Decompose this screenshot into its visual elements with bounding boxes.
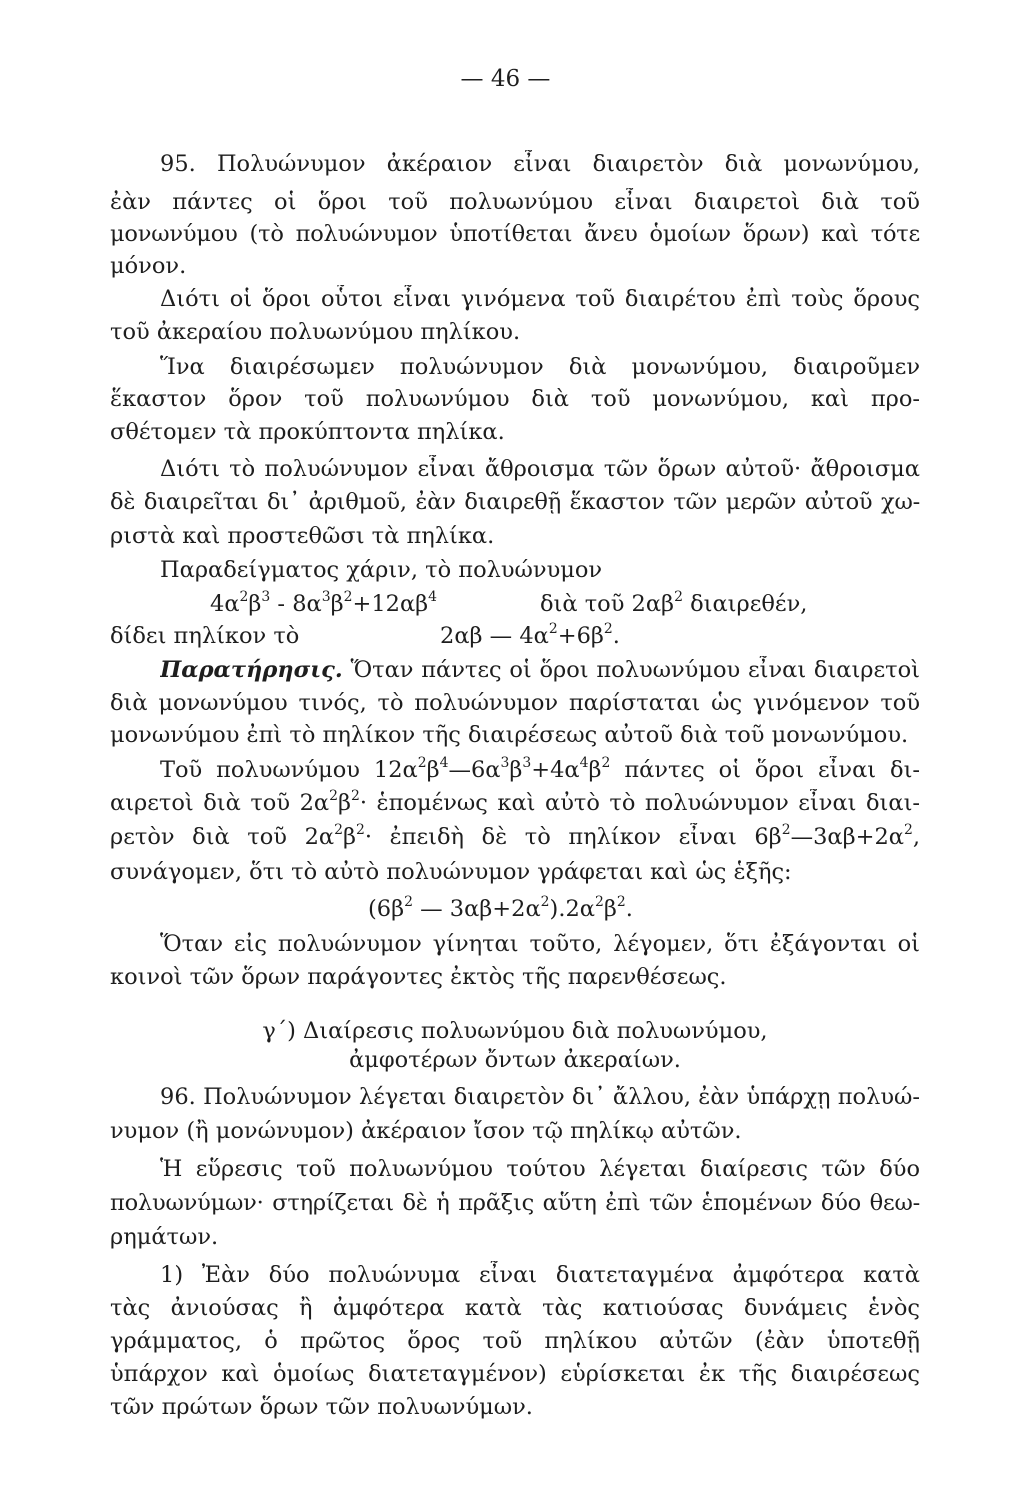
eq-exponent: 2 <box>404 895 413 911</box>
division-line-3: ρημάτων. <box>110 1224 219 1250</box>
eq-text: πάντες οἱ ὅροι εἶναι δι- <box>610 757 920 783</box>
eq-term: —6α <box>448 757 501 783</box>
eq-exponent: 2 <box>595 895 604 911</box>
eq-exponent: 2 <box>334 823 343 839</box>
rule-line-2: ἕκαστον ὅρον τοῦ πολυωνύμου διὰ τοῦ μονωνύμου, καὶ προ- <box>110 386 920 412</box>
eq-term: — 3αβ+2α <box>412 896 541 922</box>
eq-term: +6β <box>557 623 604 649</box>
theorem-1-line-2: τὰς ἀνιούσας ἢ ἀμφότερα κατὰ τὰς κατιούσας δυνάμεις ἑνὸς <box>110 1295 920 1321</box>
proof-line-3: ριστὰ καὶ προστεθῶσι τὰ πηλίκα. <box>110 523 495 549</box>
eq-term: —3αβ+2α <box>790 824 904 850</box>
eq-term: β <box>337 790 351 816</box>
division-line-1: Ἡ εὕρεσις τοῦ πολυωνύμου τούτου λέγεται διαίρεσις τῶν δύο <box>160 1156 920 1182</box>
section-96-line-2: νυμον (ἢ μονώνυμον) ἀκέραιον ἴσον τῷ πηλίκῳ αὐτῶν. <box>110 1118 742 1144</box>
section-95-line-1: 95. Πολυώνυμον ἀκέραιον εἶναι διαιρετὸν διὰ μονωνύμου, <box>160 151 920 177</box>
example-intro: Παραδείγματος χάριν, τὸ πολυώνυμον <box>160 557 603 583</box>
eq-term: β <box>426 757 440 783</box>
eq-divisor <box>540 590 807 618</box>
reason-line-2: τοῦ ἀκεραίου πολυωνύμου πηλίκου. <box>110 319 521 345</box>
polynomial-example-line-2 <box>110 789 920 817</box>
remark-line-1 <box>160 656 920 684</box>
eq-exponent: 4 <box>439 756 449 772</box>
eq-exponent: 2 <box>350 789 360 805</box>
theorem-1-line-5: τῶν πρώτων ὅρων τῶν πολυωνύμων. <box>110 1394 533 1420</box>
eq-text: , <box>912 824 920 850</box>
factor-line-1: Ὅταν εἰς πολυώνυμον γίνηται τοῦτο, λέγομεν, ὅτι ἐξάγονται οἱ <box>160 931 920 957</box>
eq-term: 2αβ <box>631 591 675 617</box>
eq-term: ρετὸν διὰ τοῦ 2α <box>110 824 335 850</box>
eq-exponent: 2 <box>616 895 626 911</box>
example-polynomial <box>210 590 920 618</box>
eq-term: 2αβ — 4α <box>440 623 549 649</box>
eq-exponent: 2 <box>329 789 338 805</box>
eq-exponent: 2 <box>417 756 427 772</box>
eq-exponent: 2 <box>343 590 353 606</box>
eq-term: . <box>612 623 620 649</box>
remark-text: Ὅταν πάντες οἱ ὅροι πολυωνύμου εἶναι διαιρετοὶ <box>342 657 920 683</box>
subsection-heading-2: ἀμφοτέρων ὄντων ἀκεραίων. <box>349 1047 681 1073</box>
section-95-line-2: ἐὰν πάντες οἱ ὅροι τοῦ πολυωνύμου εἶναι διαιρετοὶ διὰ τοῦ <box>110 189 920 215</box>
page-number: — 46 — <box>460 66 551 92</box>
remark-heading: Παρατήρησις. <box>160 657 343 683</box>
section-96-line-1: 96. Πολυώνυμον λέγεται διαιρετὸν δι᾽ ἄλλου, ἐὰν ὑπάρχῃ πολυώ- <box>160 1084 920 1110</box>
eq-text: · ἐπειδὴ δὲ τὸ πηλίκον εἶναι 6β <box>364 824 782 850</box>
eq-term: β <box>330 591 344 617</box>
eq-exponent: 2 <box>903 823 913 839</box>
eq-term: β <box>588 757 602 783</box>
eq-exponent: 4 <box>428 590 438 606</box>
eq-exponent: 2 <box>603 622 613 638</box>
eq-term: +4α <box>531 757 580 783</box>
eq-text: · ἑπομένως καὶ αὐτὸ τὸ πολυώνυμον εἶναι διαι- <box>359 790 920 816</box>
eq-exponent: 3 <box>321 590 331 606</box>
subsection-heading-1: γ΄) Διαίρεσις πολυωνύμου διὰ πολυωνύμου, <box>262 1018 768 1044</box>
eq-exponent: 2 <box>355 823 365 839</box>
eq-term: αιρετοὶ διὰ τοῦ 2α <box>110 790 330 816</box>
polynomial-example-line-1 <box>160 756 920 784</box>
eq-term: - 8α <box>270 591 322 617</box>
eq-term: β <box>248 591 262 617</box>
eq-exponent: 2 <box>601 756 611 772</box>
eq-term: ).2α <box>549 896 595 922</box>
theorem-1-line-3: γράμματος, ὁ πρῶτος ὅρος τοῦ πηλίκου αὐτῶν (ἐὰν ὑποτεθῇ <box>110 1328 920 1354</box>
eq-term: 4α <box>210 591 240 617</box>
eq-term: β <box>342 824 356 850</box>
rule-line-3: σθέτομεν τὰ προκύπτοντα πηλίκα. <box>110 419 505 445</box>
eq-exponent: 2 <box>674 590 683 606</box>
eq-exponent: 4 <box>579 756 589 772</box>
eq-term: (6β <box>368 896 405 922</box>
remark-line-3: μονωνύμου ἐπὶ τὸ πηλίκον τῆς διαιρέσεως αὐτοῦ διὰ τοῦ μονωνύμου. <box>110 722 909 748</box>
eq-term: +12αβ <box>352 591 429 617</box>
eq-label: δίδει πηλίκον τὸ <box>110 623 300 649</box>
example-quotient <box>110 622 920 650</box>
section-95-line-3: μονωνύμου (τὸ πολυώνυμον ὑποτίθεται ἄνευ ὁμοίων ὅρων) καὶ τότε <box>110 221 920 247</box>
eq-term: Τοῦ πολυωνύμου 12α <box>160 757 418 783</box>
eq-exponent: 3 <box>522 756 532 772</box>
proof-line-1: Διότι τὸ πολυώνυμον εἶναι ἄθροισμα τῶν ὅρων αὐτοῦ· ἄθροισμα <box>160 456 920 482</box>
eq-term: β <box>509 757 523 783</box>
eq-text: διὰ τοῦ <box>540 591 625 617</box>
remark-line-2: διὰ μονωνύμου τινός, τὸ πολυώνυμον παρίσταται ὡς γινόμενον τοῦ <box>110 690 920 716</box>
eq-exponent: 3 <box>261 590 271 606</box>
rule-line-1: Ἵνα διαιρέσωμεν πολυώνυμον διὰ μονωνύμου, διαιροῦμεν <box>160 354 920 380</box>
eq-text: διαιρεθέν, <box>690 591 808 617</box>
eq-term: . <box>625 896 633 922</box>
polynomial-example-line-3 <box>110 823 920 851</box>
eq-exponent: 2 <box>781 823 791 839</box>
reason-line-1: Διότι οἱ ὅροι οὗτοι εἶναι γινόμενα τοῦ διαιρέτου ἐπὶ τοὺς ὅρους <box>160 286 920 312</box>
proof-line-2: δὲ διαιρεῖται δι᾽ ἀριθμοῦ, ἐὰν διαιρεθῇ ἕκαστον τῶν μερῶν αὐτοῦ χω- <box>110 489 920 515</box>
theorem-1-line-1: 1) Ἐὰν δύο πολυώνυμα εἶναι διατεταγμένα ἀμφότερα κατὰ <box>160 1262 920 1288</box>
eq-term: β <box>603 896 617 922</box>
theorem-1-line-4: ὑπάρχον καὶ ὁμοίως διατεταγμένον) εὑρίσκεται ἐκ τῆς διαιρέσεως <box>110 1361 920 1387</box>
eq-exponent: 2 <box>239 590 249 606</box>
division-line-2: πολυωνύμων· στηρίζεται δὲ ἡ πρᾶξις αὕτη ἐπὶ τῶν ἑπομένων δύο θεω- <box>110 1190 920 1216</box>
polynomial-example-line-4: συνάγομεν, ὅτι τὸ αὐτὸ πολυώνυμον γράφεται καὶ ὡς ἑξῆς: <box>110 859 792 885</box>
factor-line-2: κοινοὶ τῶν ὅρων παράγοντες ἐκτὸς τῆς παρενθέσεως. <box>110 964 727 990</box>
eq-exponent: 2 <box>548 622 558 638</box>
eq-result <box>440 622 620 650</box>
eq-exponent: 3 <box>500 756 510 772</box>
factored-form <box>368 895 920 923</box>
eq-exponent: 2 <box>540 895 550 911</box>
section-95-line-4: μόνον. <box>110 253 187 279</box>
